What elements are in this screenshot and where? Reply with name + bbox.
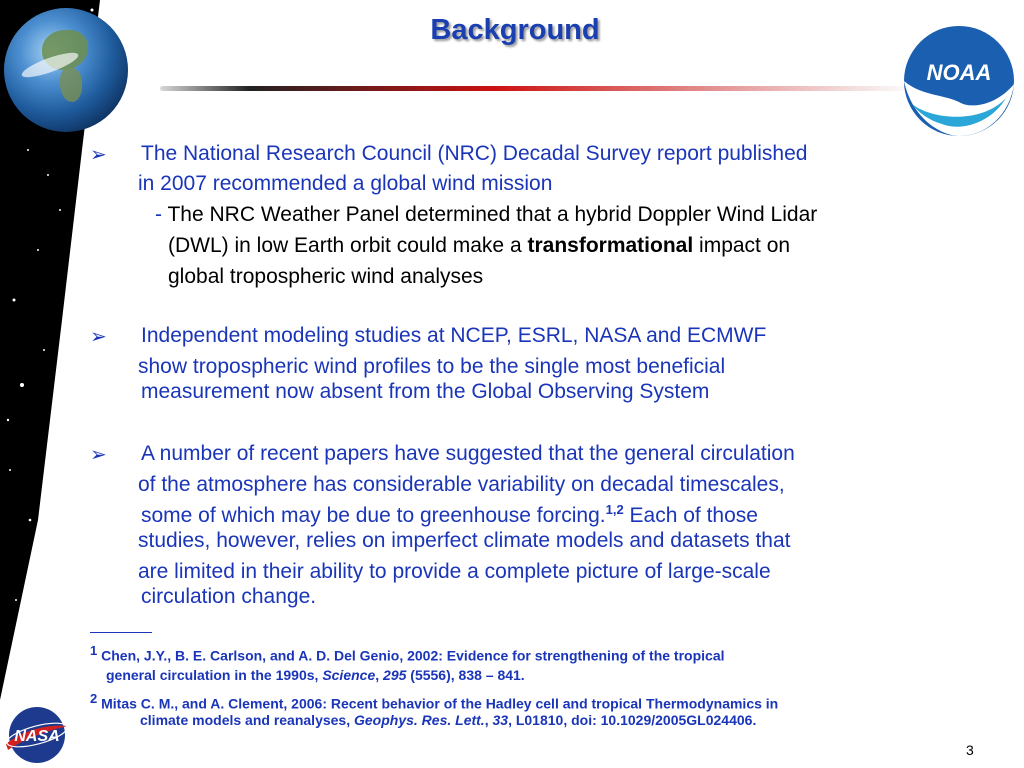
footnote-2-cont-post: , L01810, doi: 10.1029/2005GL024406. [508,712,757,728]
footnote-2-cont-pre: climate models and reanalyses, [140,712,351,728]
bullet3-line3-pre: some of which may be due to greenhouse forcing. [141,504,606,527]
bullet2-line2: show tropospheric wind profiles to be the single most beneficial [138,355,726,378]
bullet2-line3: measurement now absent from the Global Observing System [141,380,710,403]
bullet3-line3 [141,498,758,528]
noaa-logo-text: NOAA [926,60,992,85]
footnote-1-cont-post: (5556), 838 – 841. [410,667,525,683]
footnote-ref: 1,2 [605,502,624,517]
bullet1-line1: The National Research Council (NRC) Decadal Survey report published [141,142,808,165]
bullet-arrow-icon: ➢ [90,326,107,348]
slide-title: Background [430,14,600,46]
bullet1-sub-line1 [155,203,817,227]
bullet1-sub-line2 [168,234,790,258]
bullet3-line2: of the atmosphere has considerable variability on decadal timescales, [138,473,785,496]
footnote-2-journal: Geophys. Res. Lett. [354,712,485,728]
footnote-2-cont: climate models and reanalyses, Geophys. Res. Lett., 33, L01810, doi: 10.1029/2005GL024406. [140,712,757,728]
footnote-2-volume: 33 [492,712,509,728]
nasa-logo-text: NASA [14,728,60,745]
bullet3-line4: studies, however, relies on imperfect climate models and datasets that [138,529,791,552]
footnote-1-cont-pre: general circulation in the 1990s, [106,667,319,683]
footnote-1-cont: general circulation in the 1990s, Science, 295 (5556), 838 – 841. [106,667,525,683]
sub-bullet-dash: - [155,203,162,226]
page-number: 3 [966,742,974,758]
bullet1-sub-line3: global tropospheric wind analyses [168,265,484,288]
bullet3-line6: circulation change. [141,585,317,608]
sub-line2-pre: (DWL) in low Earth orbit could make a [168,234,522,257]
bullet1-line2: in 2007 recommended a global wind mission [138,172,553,195]
sub-bullet-line1-text: The NRC Weather Panel determined that a hybrid Doppler Wind Lidar [167,203,818,226]
bullet-arrow-icon: ➢ [90,444,107,466]
bullet3-line3-post: Each of those [629,504,758,527]
bullet-arrow-icon: ➢ [90,144,107,166]
footnote-1 [90,642,725,665]
bullet2-line1: Independent modeling studies at NCEP, ESRL, NASA and ECMWF [141,324,767,347]
sub-line2-post: impact on [699,234,791,257]
footnote-2-text: Mitas C. M., and A. Clement, 2006: Recent behavior of the Hadley cell and tropical Thermodynamics in [101,695,779,712]
footnote-2-number: 2 [90,691,98,706]
footnote-2 [90,690,778,713]
bullet3-line5: are limited in their ability to provide a complete picture of large-scale [138,560,771,583]
footnote-1-text: Chen, J.Y., B. E. Carlson, and A. D. Del Genio, 2002: Evidence for strengthening of the tropical [101,647,725,664]
footnote-1-journal: Science [322,667,376,683]
emphasis-transformational: transformational [527,234,694,257]
footnote-1-number: 1 [90,643,98,658]
bullet3-line1: A number of recent papers have suggested that the general circulation [141,442,795,465]
footnote-separator [90,632,152,633]
footnote-1-volume: 295 [383,667,407,683]
